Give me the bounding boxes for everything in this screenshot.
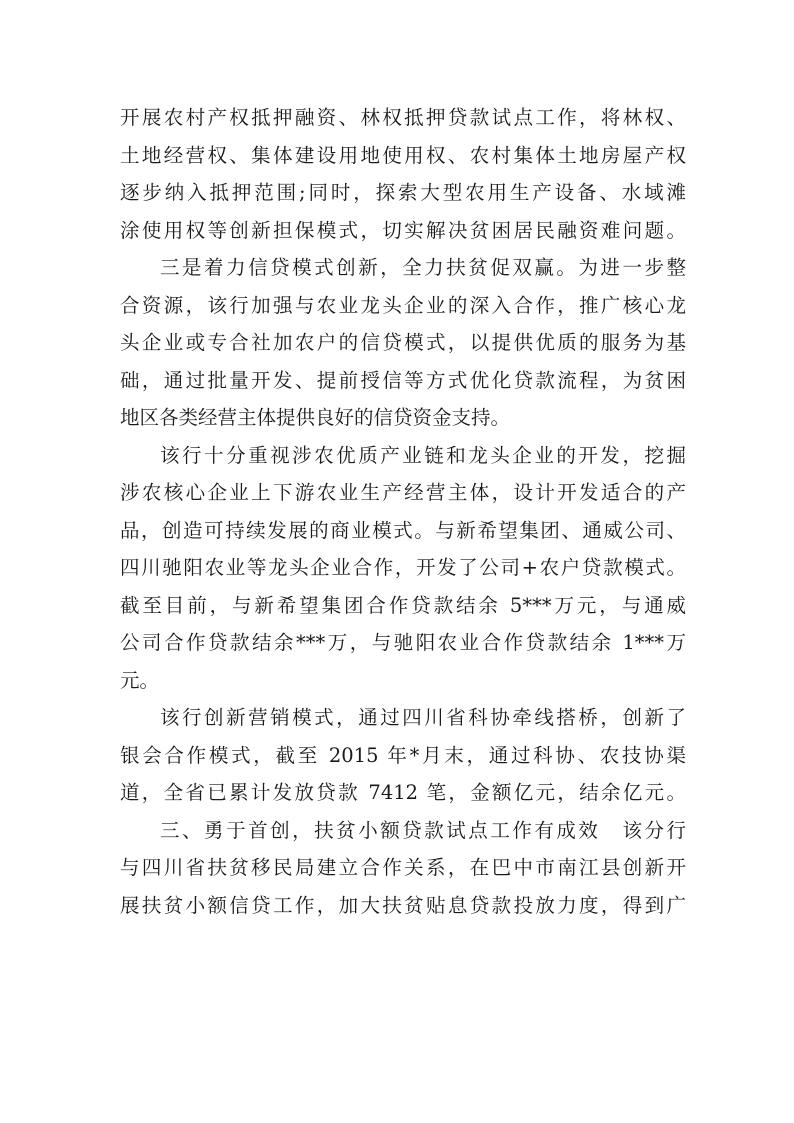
text-line: 道，全省已累计发放贷款 7412 笔，金额亿元，结余亿元。 xyxy=(120,781,686,804)
section-heading-line: 三、勇于首创，扶贫小额贷款试点工作有成效 该分行 xyxy=(160,818,686,842)
text-line: 展扶贫小额信贷工作，加大扶贫贴息贷款投放力度，得到广 xyxy=(120,893,686,917)
text-line: 头企业或专合社加农户的信贷模式，以提供优质的服务为基 xyxy=(120,331,686,354)
text-line: 合资源，该行加强与农业龙头企业的深入合作，推广核心龙 xyxy=(120,293,686,317)
text-line: 土地经营权、集体建设用地使用权、农村集体土地房屋产权 xyxy=(120,143,686,167)
text-line: 品，创造可持续发展的商业模式。与新希望集团、通威公司、 xyxy=(120,518,686,542)
text-line: 逐步纳入抵押范围;同时，探索大型农用生产设备、水域滩 xyxy=(120,181,686,204)
text-line: 地区各类经营主体提供良好的信贷资金支持。 xyxy=(120,406,511,429)
text-line: 与四川省扶贫移民局建立合作关系，在巴中市南江县创新开 xyxy=(120,856,686,879)
text-line: 础，通过批量开发、提前授信等方式优化贷款流程，为贫困 xyxy=(120,368,686,392)
document-body xyxy=(120,99,686,924)
text-line: 元。 xyxy=(120,668,160,692)
text-line: 开展农村产权抵押融资、林权抵押贷款试点工作，将林权、 xyxy=(120,106,686,129)
paragraph-first-line: 该行创新营销模式，通过四川省科协牵线搭桥，创新了 xyxy=(160,706,686,729)
text-line: 涉农核心企业上下游农业生产经营主体，设计开发适合的产 xyxy=(120,481,686,504)
paragraph-first-line: 该行十分重视涉农优质产业链和龙头企业的开发，挖掘 xyxy=(160,443,686,467)
text-line: 截至目前，与新希望集团合作贷款结余 5***万元，与通威 xyxy=(120,593,686,617)
text-line: 四川驰阳农业等龙头企业合作，开发了公司+农户贷款模式。 xyxy=(120,556,686,579)
paragraph-first-line: 三是着力信贷模式创新，全力扶贫促双赢。为进一步整 xyxy=(160,256,686,279)
text-line: 涂使用权等创新担保模式，切实解决贫困居民融资难问题。 xyxy=(120,218,686,242)
text-line: 公司合作贷款结余***万，与驰阳农业合作贷款结余 1***万 xyxy=(120,631,686,654)
text-line: 银会合作模式，截至 2015 年*月末，通过科协、农技协渠 xyxy=(120,743,686,767)
